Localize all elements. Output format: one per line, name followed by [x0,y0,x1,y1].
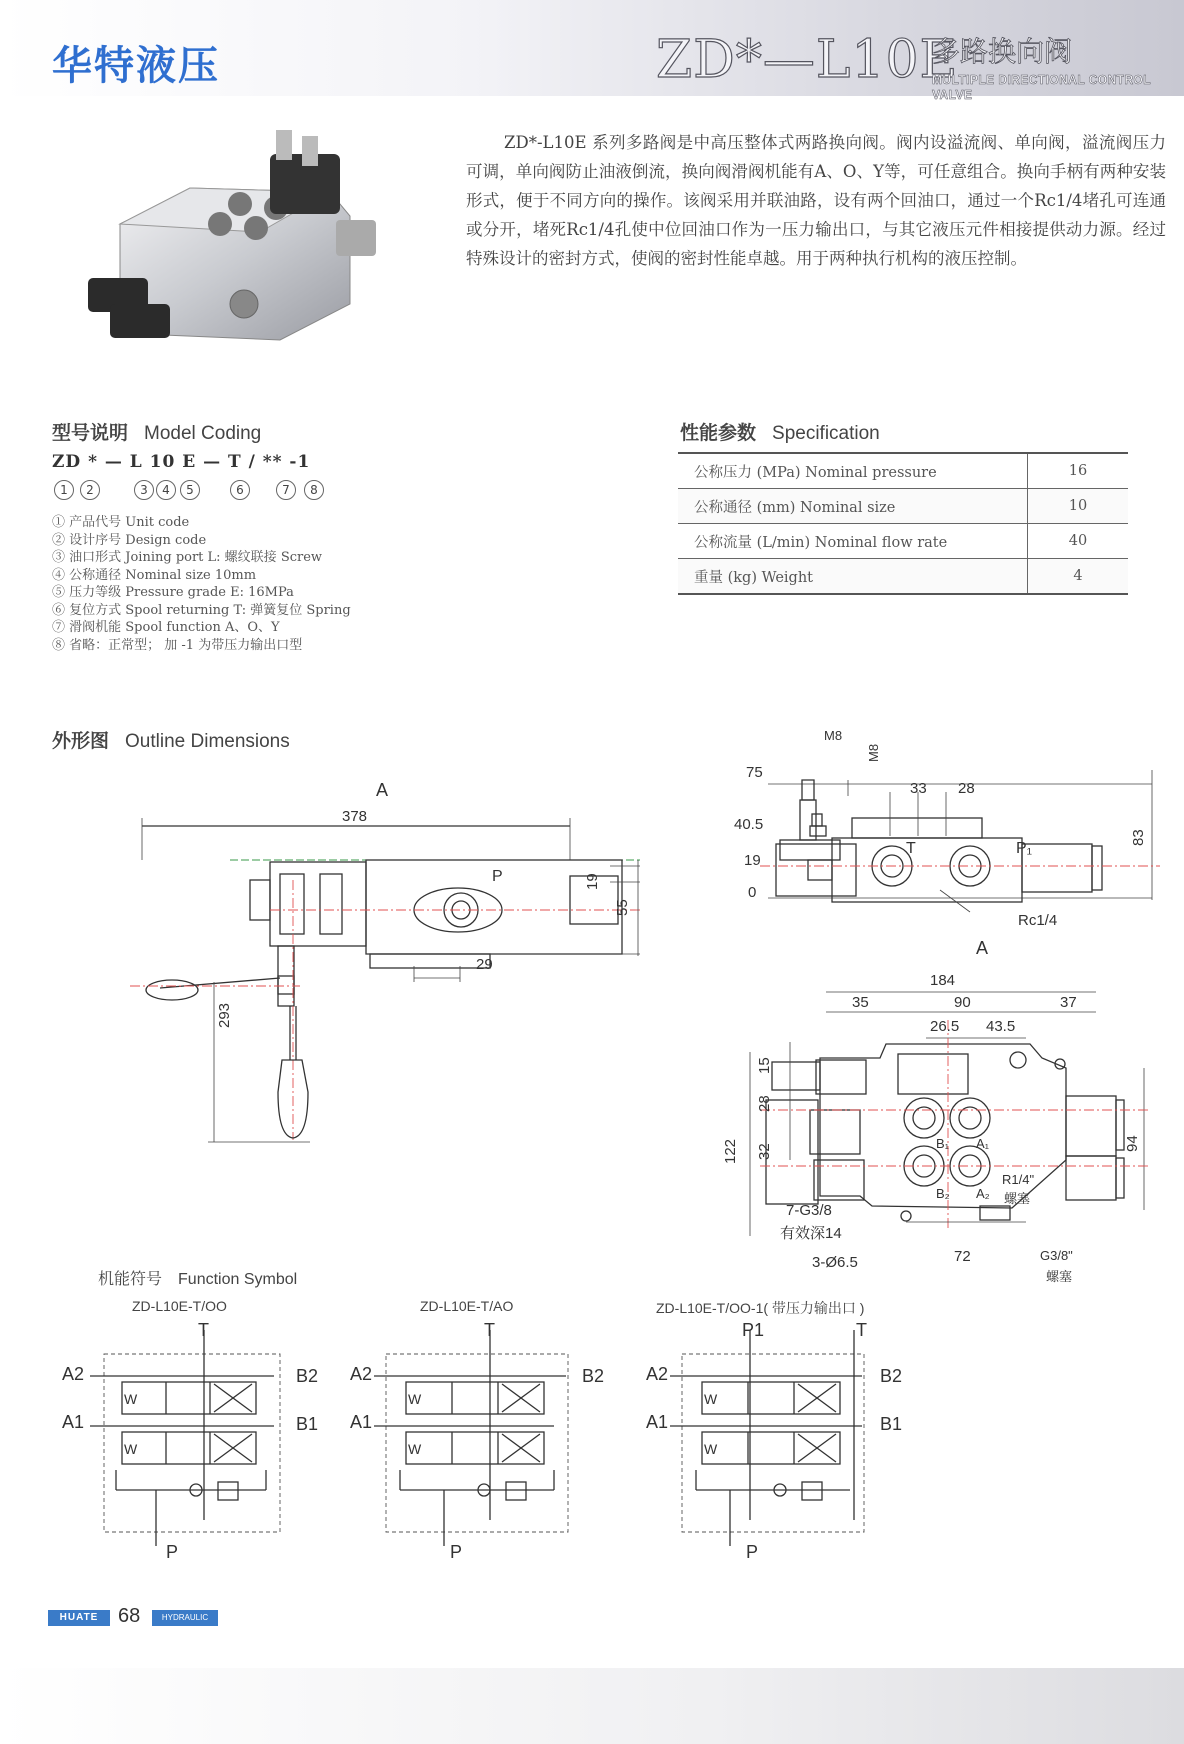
legend-item: ④ 公称通径 Nominal size 10mm [52,567,257,583]
model-coding-heading [52,418,261,445]
symbol-caption: ZD-L10E-T/AO [420,1298,514,1314]
spec-label: 公称通径 (mm) Nominal size [678,489,1028,524]
page-number: 68 [118,1605,141,1627]
dim-293: 293 [216,1002,233,1028]
dim-55: 55 [614,899,631,916]
symbol-1-port-b2: B2 [296,1366,319,1386]
code-number: 6 [230,480,250,500]
symbol-3-port-t: T [856,1320,867,1340]
symbol-2-port-b2: B2 [582,1366,605,1386]
dim-26-5: 26.5 [930,1018,960,1035]
symbol-1-port-p: P [166,1542,179,1562]
dim-0: 0 [748,884,757,901]
dim-m8-vertical: M8 [866,743,881,762]
dim-83: 83 [1130,829,1147,846]
svg-text:W: W [408,1391,422,1407]
legend-item: ③ 油口形式 Joining port L: 螺纹联接 Screw [52,550,323,565]
legend-item: ② 设计序号 Design code [52,532,207,548]
view-label-a-bottom: A [976,938,989,958]
title-english: MULTIPLE DIRECTIONAL CONTROL VALVE [932,72,1151,102]
function-symbol-heading [98,1266,297,1289]
note-3-holes: 3-Ø6.5 [812,1254,858,1271]
dim-37: 37 [1060,994,1077,1011]
table-row [678,524,1128,559]
dim-75: 75 [746,764,763,781]
dim-m8-horizontal: M8 [824,728,843,743]
port-p-label: P [492,868,503,885]
dim-19: 19 [584,873,601,890]
dim-90: 90 [954,994,971,1011]
dim-33: 33 [910,780,927,797]
svg-text:W: W [124,1391,138,1407]
legend-item: ① 产品代号 Unit code [52,515,190,530]
model-coding-heading-zh: 型号说明 [52,423,129,444]
title-chinese: 多路换向阀 [932,36,1073,67]
spec-label: 重量 (kg) Weight [678,559,1028,595]
note-plug-2: 螺塞 [1046,1269,1073,1284]
hydraulic-symbol-oo-1 [640,1320,910,1570]
code-number: 3 [134,480,154,500]
code-number: 8 [304,480,324,500]
spec-value: 10 [1028,489,1129,524]
spec-value: 40 [1028,524,1129,559]
code-number: 2 [80,480,100,500]
outline-heading-en: Outline Dimensions [125,731,290,752]
port-a2-label: A₂ [976,1186,990,1201]
port-b2-label: B₂ [936,1186,950,1201]
top-view-drawing [740,740,1160,910]
table-row [678,559,1128,595]
dim-32: 32 [756,1143,773,1160]
model-title: ZD*—L10E [656,30,959,90]
table-row [678,453,1128,489]
outline-heading-zh: 外形图 [52,731,110,752]
dim-29: 29 [476,956,493,973]
dim-94: 94 [1124,1135,1141,1152]
code-number: 1 [54,480,74,500]
bottom-band [0,1668,1184,1744]
spec-label: 公称流量 (L/min) Nominal flow rate [678,524,1028,559]
hydraulic-symbol-ao [344,1320,614,1570]
function-symbol-heading-en: Function Symbol [178,1271,298,1288]
symbol-caption: ZD-L10E-T/OO-1( 带压力输出口 ) [656,1300,865,1316]
footer-tag: HYDRAULIC [152,1610,218,1626]
svg-text:W: W [704,1391,718,1407]
spec-label: 公称压力 (MPa) Nominal pressure [678,453,1028,489]
product-photo [80,128,400,348]
dim-378: 378 [342,808,368,825]
legend-item: ⑦ 滑阀机能 Spool function A、O、Y [52,620,280,635]
footer-brand: HUATE [48,1610,110,1626]
symbol-1-port-b1: B1 [296,1414,319,1434]
dim-72: 72 [954,1248,971,1265]
brand-name: 华特液压 [52,44,220,88]
spec-value: 4 [1028,559,1129,595]
note-plug-1: 螺塞 [1004,1191,1031,1206]
dim-15: 15 [756,1057,773,1074]
dim-rc1-4: Rc1/4 [1018,912,1058,929]
model-code-string: ZD * — L 10 E — T / ** -1 [52,452,311,472]
dim-43-5: 43.5 [986,1018,1016,1035]
svg-text:W: W [124,1441,138,1457]
table-row [678,489,1128,524]
view-label-a: A [376,780,389,800]
dim-19-top: 19 [744,852,761,869]
symbol-1-port-a2: A2 [62,1364,85,1384]
dim-40-5: 40.5 [734,816,764,833]
legend-item: ⑧ 省略：正常型； 加 -1 为带压力输出口型 [52,637,303,653]
symbol-1-port-a1: A1 [62,1412,85,1432]
dim-28-bottom: 28 [756,1095,773,1112]
outline-heading [52,726,290,753]
specification-heading-zh: 性能参数 [680,423,757,444]
symbol-1-port-t: T [198,1320,209,1340]
symbol-2-port-a1: A1 [350,1412,373,1432]
legend-item: ⑥ 复位方式 Spool returning T: 弹簧复位 Spring [52,602,351,618]
symbol-3-port-a1: A1 [646,1412,669,1432]
code-number: 5 [180,480,200,500]
spec-value: 16 [1028,453,1129,489]
code-number: 4 [156,480,176,500]
note-g3-8: G3/8" [1040,1248,1073,1263]
function-symbol-heading-zh: 机能符号 [98,1271,163,1288]
symbol-2-port-a2: A2 [350,1364,373,1384]
specification-heading [680,418,880,445]
note-depth-14: 有效深14 [780,1225,842,1242]
symbol-2-port-p: P [450,1542,463,1562]
specification-table [678,452,1128,595]
model-code-legend [52,514,351,654]
model-coding-heading-en: Model Coding [144,423,262,444]
side-view-drawing [130,780,650,1160]
symbol-3-port-b1: B1 [880,1414,903,1434]
specification-heading-en: Specification [772,423,880,444]
svg-text:W: W [408,1441,422,1457]
symbol-3-port-p: P [746,1542,759,1562]
symbol-3-port-b2: B2 [880,1366,903,1386]
symbol-2-port-t: T [484,1320,495,1340]
symbol-3-port-a2: A2 [646,1364,669,1384]
symbol-3-port-p1: P1 [742,1320,765,1340]
port-t-label: T [906,840,916,857]
dim-184: 184 [930,972,956,989]
dim-35: 35 [852,994,869,1011]
dim-28-top: 28 [958,780,975,797]
port-p1-label: P₁ [1016,840,1033,857]
note-7-g3-8: 7-G3/8 [786,1202,832,1219]
symbol-caption: ZD-L10E-T/OO [132,1298,227,1314]
note-r1-4: R1/4" [1002,1172,1035,1187]
legend-item: ⑤ 压力等级 Pressure grade E: 16MPa [52,585,294,600]
port-b1-label: B₁ [936,1136,950,1151]
intro-paragraph: ZD*-L10E 系列多路阀是中高压整体式两路换向阀。阀内设溢流阀、单向阀，溢流阀压力可调，单向阀防止油液倒流，换向阀滑阀机能有A、O、Y等，可任意组合。换向手柄有两种安装形式，便于不同方向的操作。该阀采用并联油路，设有两个回油口，通过一个Rc1/4堵孔可连通或分开，堵死Rc1/4孔使中位回油口作为一压力输出口，与其它液压元件相接提供动力源。经过特殊设计的密封方式，使阀的密封性能卓越。用于两种执行机构的液压控制。 [466,133,1166,268]
hydraulic-symbol-oo [56,1320,326,1570]
code-number: 7 [276,480,296,500]
dim-122: 122 [722,1138,739,1164]
svg-text:W: W [704,1441,718,1457]
port-a1-label: A₁ [976,1136,990,1151]
